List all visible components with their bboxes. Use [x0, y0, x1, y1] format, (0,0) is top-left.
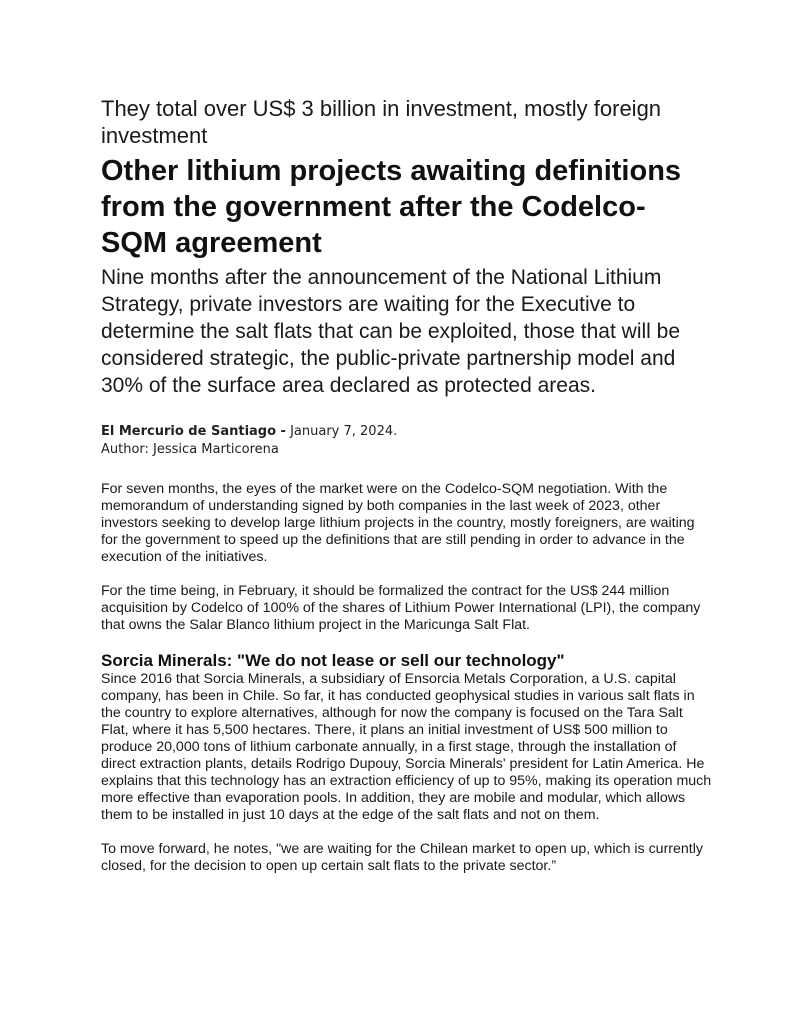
publication-date: January 7, 2024. — [285, 424, 398, 439]
body-paragraph: For seven months, the eyes of the market were on the Codelco-SQM negotiation. With the memorandum of understanding signed by both companies in the last week of 2023, other investors seeking to develop large lithium projects in the country, mostly foreigners, are waiting for the government to speed up the definitions that are still pending in order to advance in the execution of the initiatives. — [101, 481, 695, 565]
author-line: Author: Jessica Marticorena — [101, 442, 279, 457]
section-paragraph: To move forward, he notes, "we are waiting for the Chilean market to open up, which is currently closed, for the decision to open up certain salt flats to the private sector.” — [101, 841, 703, 874]
article-kicker: They total over US$ 3 billion in investment, mostly foreign investment — [101, 96, 662, 148]
section-heading: Sorcia Minerals: "We do not lease or sell our technology" — [101, 651, 565, 670]
article — [101, 95, 711, 875]
article-headline: Other lithium projects awaiting definitions from the government after the Codelco-SQM agreement — [101, 155, 682, 259]
section-paragraph: Since 2016 that Sorcia Minerals, a subsidiary of Ensorcia Metals Corporation, a U.S. capital company, has been in Chile. So far, it has conducted geophysical studies in various salt flats in the country to explore alternatives, although for now the company is focused on the Tara Salt Flat, where it has 5,500 hectares. There, it plans an initial investment of US$ 500 million to produce 20,000 tons of lithium carbonate annually, in a first stage, through the installation of direct extraction plants, details Rodrigo Dupouy, Sorcia Minerals' president for Latin America. He explains that this technology has an extraction efficiency of up to 95%, making its operation much more effective than evaporation pools. In addition, they are mobile and modular, which allows them to be installed in just 10 days at the edge of the salt flats and not on them. — [101, 671, 712, 823]
publication-source: El Mercurio de Santiago - — [101, 424, 286, 439]
article-deck: Nine months after the announcement of the National Lithium Strategy, private investors are waiting for the Executive to determine the salt flats that can be exploited, those that will be considered strategic, the public-private partnership model and 30% of the surface area declared as protected areas. — [101, 266, 681, 397]
body-paragraph: For the time being, in February, it should be formalized the contract for the US$ 244 million acquisition by Codelco of 100% of the shares of Lithium Power International (LPI), the company that owns the Salar Blanco lithium project in the Maricunga Salt Flat. — [101, 583, 701, 633]
source-line — [101, 423, 711, 441]
byline — [101, 423, 711, 459]
